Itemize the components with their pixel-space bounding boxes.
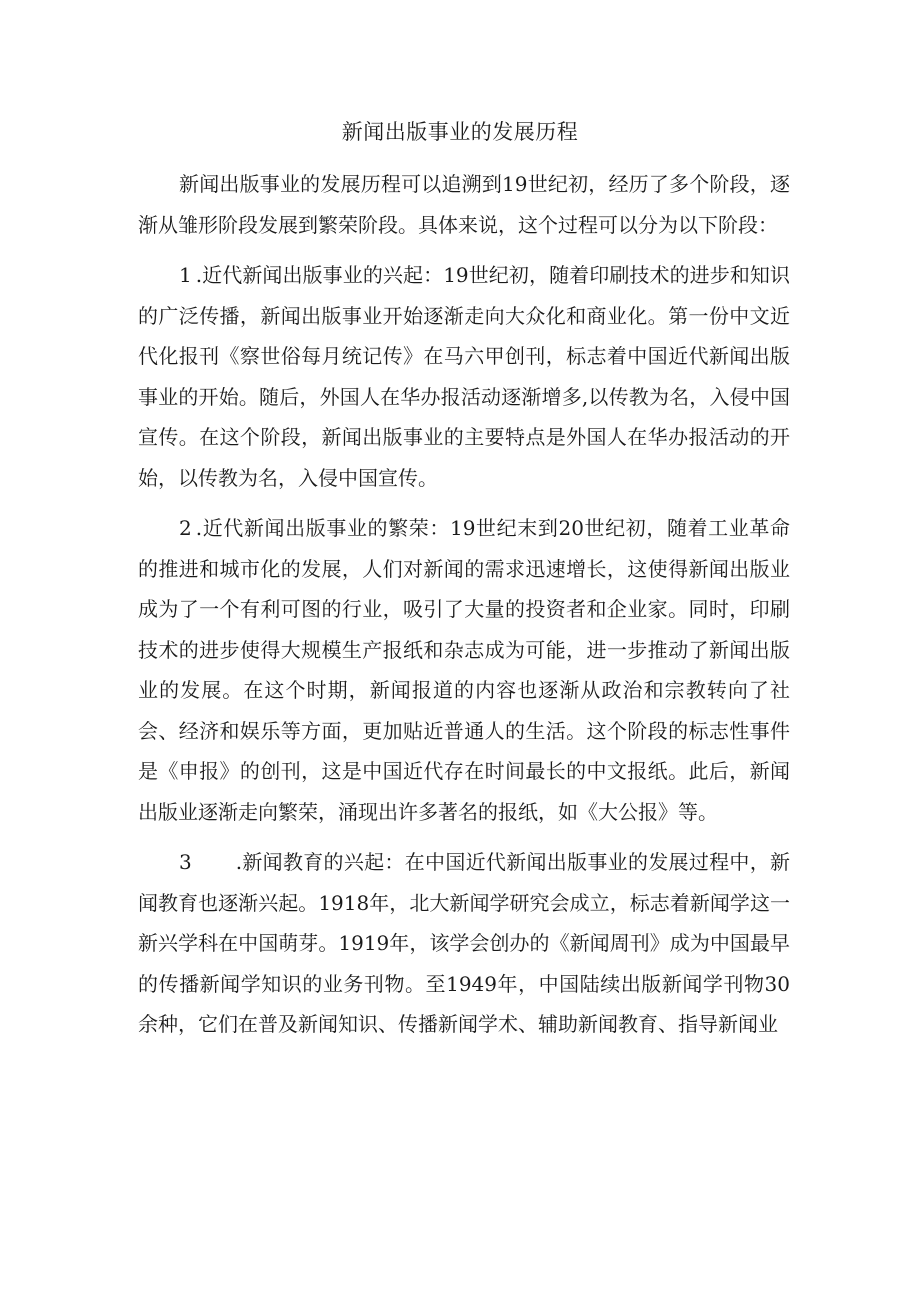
section-paragraph-1 bbox=[138, 255, 790, 498]
intro-paragraph: 新闻出版事业的发展历程可以追溯到19世纪初，经历了多个阶段，逐渐从雏形阶段发展到繁荣阶段。具体来说，这个过程可以分为以下阶段： bbox=[138, 172, 790, 237]
section-number: 2 bbox=[179, 516, 192, 540]
section-paragraph-3 bbox=[138, 842, 790, 1045]
section-paragraph-2 bbox=[138, 508, 790, 832]
section-text: .近代新闻出版事业的繁荣：19世纪末到20世纪初，随着工业革命的推进和城市化的发展，人们对新闻的需求迅速增长，这使得新闻出版业成为了一个有利可图的行业，吸引了大量的投资者和企业家。同时，印刷技术的进步使得大规模生产报纸和杂志成为可能，进一步推动了新闻出版业的发展。在这个时期，新闻报道的内容也逐渐从政治和宗教转向了社会、经济和娱乐等方面，更加贴近普通人的生活。这个阶段的标志性事件是《申报》的创刊，这是中国近代存在时间最长的中文报纸。此后，新闻出版业逐渐走向繁荣，涌现出许多著名的报纸，如《大公报》等。 bbox=[138, 516, 790, 824]
section-number: 3 bbox=[179, 850, 192, 874]
section-text: .新闻教育的兴起：在中国近代新闻出版事业的发展过程中，新闻教育也逐渐兴起。1918年，北大新闻学研究会成立，标志着新闻学这一新兴学科在中国萌芽。1919年，该学会创办的《新闻周刊》成为中国最早的传播新闻学知识的业务刊物。至1949年，中国陆续出版新闻学刊物30余种，它们在普及新闻知识、传播新闻学术、辅助新闻教育、指导新闻业 bbox=[138, 850, 790, 1036]
document-title: 新闻出版事业的发展历程 bbox=[341, 120, 579, 144]
document-body bbox=[138, 164, 790, 1055]
section-number: 1 bbox=[179, 263, 192, 287]
section-text: .近代新闻出版事业的兴起：19世纪初，随着印刷技术的进步和知识的广泛传播，新闻出版事业开始逐渐走向大众化和商业化。第一份中文近代化报刊《察世俗每月统记传》在马六甲创刊，标志着中国近代新闻出版事业的开始。随后，外国人在华办报活动逐渐增多,以传教为名，入侵中国宣传。在这个阶段，新闻出版事业的主要特点是外国人在华办报活动的开始，以传教为名，入侵中国宣传。 bbox=[138, 263, 790, 490]
